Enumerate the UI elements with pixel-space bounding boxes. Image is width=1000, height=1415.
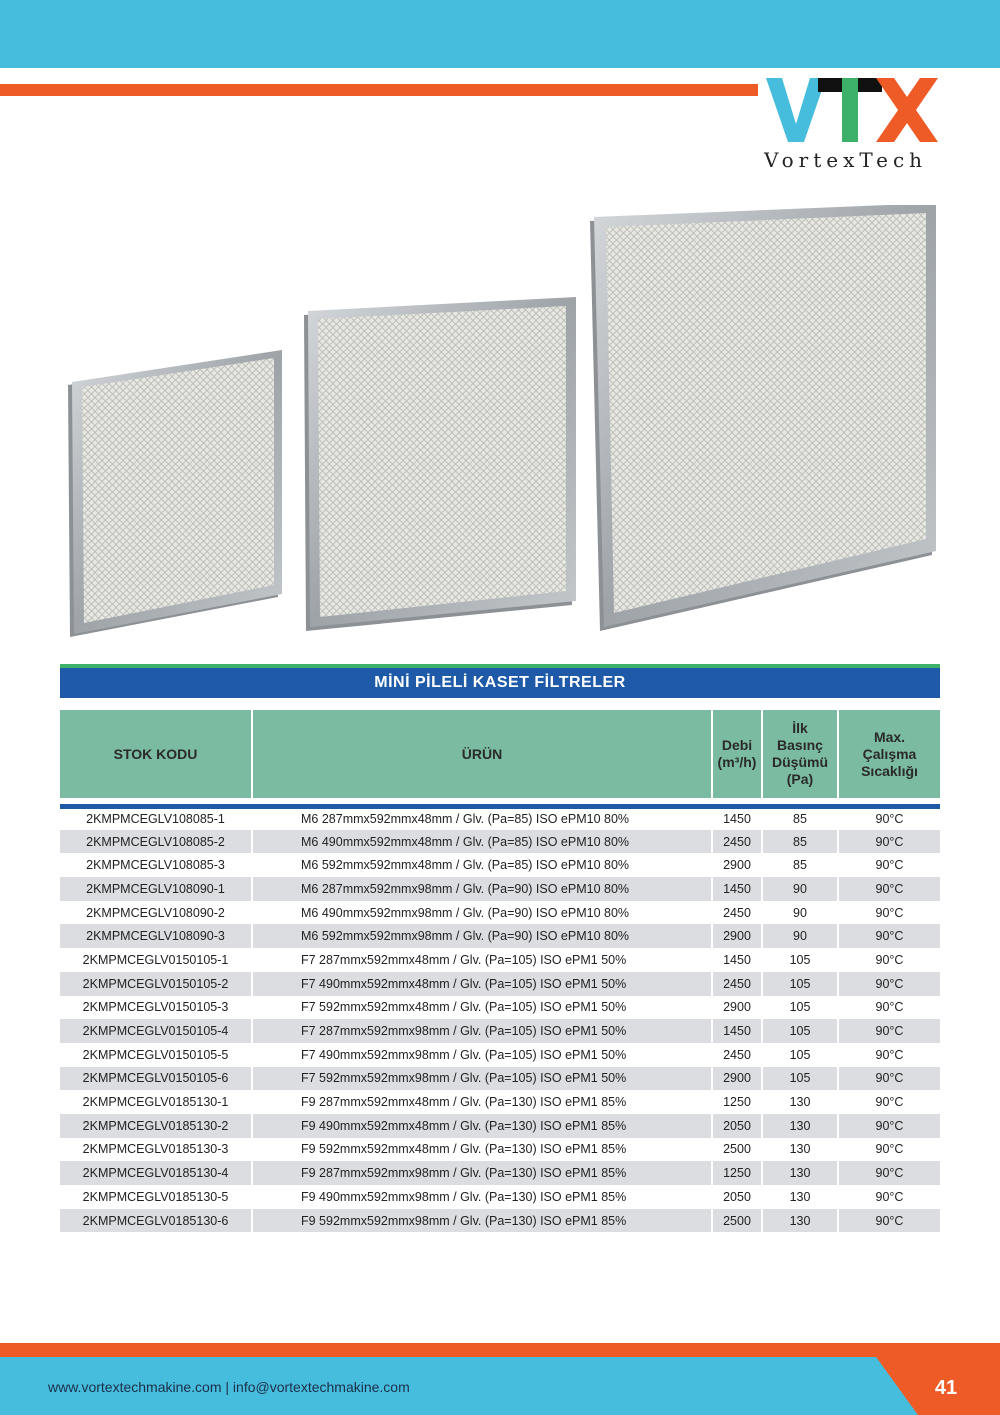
cell-temperature: 90°C xyxy=(838,806,940,830)
cell-stock-code: 2KMPMCEGLV0185130-4 xyxy=(60,1161,252,1185)
cell-temperature: 90°C xyxy=(838,924,940,948)
table-row xyxy=(60,806,940,830)
cell-product: F9 287mmx592mmx48mm / Glv. (Pa=130) ISO ePM1 85% xyxy=(252,1090,712,1114)
table-header-row xyxy=(60,710,940,798)
bottom-orange-stripe xyxy=(0,1343,1000,1357)
cell-product: M6 287mmx592mmx48mm / Glv. (Pa=85) ISO ePM10 80% xyxy=(252,806,712,830)
cell-pressure: 90 xyxy=(762,901,838,925)
cell-temperature: 90°C xyxy=(838,901,940,925)
cell-stock-code: 2KMPMCEGLV0150105-4 xyxy=(60,1019,252,1043)
cell-flow: 2900 xyxy=(712,996,762,1020)
cell-flow: 2900 xyxy=(712,924,762,948)
cell-temperature: 90°C xyxy=(838,1019,940,1043)
cell-temperature: 90°C xyxy=(838,1114,940,1138)
page-number: 41 xyxy=(934,1377,958,1399)
header-pressure-line3: Düşümü xyxy=(772,754,828,770)
cell-product: M6 490mmx592mmx48mm / Glv. (Pa=85) ISO ePM10 80% xyxy=(252,830,712,854)
cell-product: F9 592mmx592mmx48mm / Glv. (Pa=130) ISO ePM1 85% xyxy=(252,1138,712,1162)
cell-stock-code: 2KMPMCEGLV0150105-2 xyxy=(60,972,252,996)
cell-temperature: 90°C xyxy=(838,830,940,854)
cell-product: F7 287mmx592mmx48mm / Glv. (Pa=105) ISO ePM1 50% xyxy=(252,948,712,972)
cell-temperature: 90°C xyxy=(838,948,940,972)
cell-product: M6 592mmx592mmx48mm / Glv. (Pa=85) ISO ePM10 80% xyxy=(252,853,712,877)
cell-stock-code: 2KMPMCEGLV108085-1 xyxy=(60,806,252,830)
table-row xyxy=(60,1161,940,1185)
table-row xyxy=(60,972,940,996)
header-temperature xyxy=(838,710,940,798)
header-temp-line2: Çalışma xyxy=(862,745,917,762)
table-row xyxy=(60,924,940,948)
header-temp-line3: Sıcaklığı xyxy=(861,762,918,779)
cell-flow: 2500 xyxy=(712,1138,762,1162)
cell-stock-code: 2KMPMCEGLV108085-2 xyxy=(60,830,252,854)
cell-temperature: 90°C xyxy=(838,877,940,901)
table-row xyxy=(60,1090,940,1114)
cell-flow: 1250 xyxy=(712,1161,762,1185)
header-pressure-line1: İlk xyxy=(792,720,808,736)
cell-pressure: 130 xyxy=(762,1161,838,1185)
cell-temperature: 90°C xyxy=(838,1185,940,1209)
header-pressure xyxy=(762,710,838,798)
cell-temperature: 90°C xyxy=(838,1138,940,1162)
cell-stock-code: 2KMPMCEGLV0185130-5 xyxy=(60,1185,252,1209)
cell-product: F7 592mmx592mmx98mm / Glv. (Pa=105) ISO ePM1 50% xyxy=(252,1067,712,1091)
filter-large xyxy=(590,205,936,631)
cell-flow: 1450 xyxy=(712,948,762,972)
cell-temperature: 90°C xyxy=(838,996,940,1020)
cell-flow: 2900 xyxy=(712,1067,762,1091)
cell-product: M6 287mmx592mmx98mm / Glv. (Pa=90) ISO ePM10 80% xyxy=(252,877,712,901)
cell-stock-code: 2KMPMCEGLV108090-1 xyxy=(60,877,252,901)
filter-small xyxy=(68,350,282,637)
cell-pressure: 85 xyxy=(762,853,838,877)
header-flow-line2: (m³/h) xyxy=(717,754,757,770)
table-row xyxy=(60,1185,940,1209)
cell-product: F7 490mmx592mmx48mm / Glv. (Pa=105) ISO ePM1 50% xyxy=(252,972,712,996)
cell-pressure: 105 xyxy=(762,1067,838,1091)
cell-pressure: 105 xyxy=(762,1019,838,1043)
cell-stock-code: 2KMPMCEGLV108090-2 xyxy=(60,901,252,925)
cell-temperature: 90°C xyxy=(838,1067,940,1091)
cell-pressure: 130 xyxy=(762,1090,838,1114)
table-row xyxy=(60,1043,940,1067)
cell-product: F7 287mmx592mmx98mm / Glv. (Pa=105) ISO ePM1 50% xyxy=(252,1019,712,1043)
cell-temperature: 90°C xyxy=(838,1090,940,1114)
cell-pressure: 105 xyxy=(762,996,838,1020)
table-row xyxy=(60,901,940,925)
cell-stock-code: 2KMPMCEGLV0150105-1 xyxy=(60,948,252,972)
header-pressure-line4: (Pa) xyxy=(786,771,814,787)
table-row xyxy=(60,996,940,1020)
header-product: ÜRÜN xyxy=(252,710,712,798)
cell-stock-code: 2KMPMCEGLV0185130-2 xyxy=(60,1114,252,1138)
cell-pressure: 130 xyxy=(762,1185,838,1209)
table-row xyxy=(60,1067,940,1091)
cell-stock-code: 2KMPMCEGLV0185130-1 xyxy=(60,1090,252,1114)
cell-flow: 2450 xyxy=(712,1043,762,1067)
top-orange-stripe xyxy=(0,84,758,96)
table-row xyxy=(60,830,940,854)
cell-product: F9 287mmx592mmx98mm / Glv. (Pa=130) ISO ePM1 85% xyxy=(252,1161,712,1185)
cell-pressure: 105 xyxy=(762,972,838,996)
cell-flow: 2450 xyxy=(712,830,762,854)
cell-flow: 2450 xyxy=(712,901,762,925)
cell-stock-code: 2KMPMCEGLV0185130-6 xyxy=(60,1209,252,1233)
cell-temperature: 90°C xyxy=(838,1161,940,1185)
cell-stock-code: 2KMPMCEGLV0150105-6 xyxy=(60,1067,252,1091)
table-row xyxy=(60,1114,940,1138)
cell-stock-code: 2KMPMCEGLV108085-3 xyxy=(60,853,252,877)
cell-temperature: 90°C xyxy=(838,853,940,877)
cell-product: F9 592mmx592mmx98mm / Glv. (Pa=130) ISO ePM1 85% xyxy=(252,1209,712,1233)
cell-flow: 1450 xyxy=(712,806,762,830)
cell-temperature: 90°C xyxy=(838,972,940,996)
cell-product: M6 592mmx592mmx98mm / Glv. (Pa=90) ISO ePM10 80% xyxy=(252,924,712,948)
table-row xyxy=(60,1138,940,1162)
cell-pressure: 130 xyxy=(762,1209,838,1233)
cell-temperature: 90°C xyxy=(838,1043,940,1067)
filter-medium xyxy=(304,297,576,631)
cell-product: F7 592mmx592mmx48mm / Glv. (Pa=105) ISO ePM1 50% xyxy=(252,996,712,1020)
cell-stock-code: 2KMPMCEGLV0150105-3 xyxy=(60,996,252,1020)
top-cyan-band xyxy=(0,0,1000,68)
table-row xyxy=(60,877,940,901)
cell-flow: 2500 xyxy=(712,1209,762,1233)
footer-contact: www.vortextechmakine.com | info@vortextechmakine.com xyxy=(48,1379,410,1395)
header-pressure-line2: Basınç xyxy=(777,737,823,753)
cell-pressure: 90 xyxy=(762,877,838,901)
cell-flow: 1450 xyxy=(712,1019,762,1043)
brand-name: VortexTech xyxy=(764,148,928,172)
cell-pressure: 85 xyxy=(762,830,838,854)
cell-pressure: 130 xyxy=(762,1138,838,1162)
header-temp-line1: Max. xyxy=(873,728,906,745)
cell-pressure: 105 xyxy=(762,948,838,972)
table-row xyxy=(60,853,940,877)
cell-pressure: 90 xyxy=(762,924,838,948)
table-row xyxy=(60,1209,940,1233)
header-flow-line1: Debi xyxy=(721,737,753,753)
cell-stock-code: 2KMPMCEGLV108090-3 xyxy=(60,924,252,948)
product-table xyxy=(60,710,940,1232)
header-stock-code: STOK KODU xyxy=(60,710,252,798)
section-title: MİNİ PİLELİ KASET FİLTRELER xyxy=(60,668,940,698)
cell-flow: 2450 xyxy=(712,972,762,996)
cell-pressure: 105 xyxy=(762,1043,838,1067)
cell-flow: 1450 xyxy=(712,877,762,901)
table-row xyxy=(60,948,940,972)
cell-pressure: 130 xyxy=(762,1114,838,1138)
cell-product: M6 490mmx592mmx98mm / Glv. (Pa=90) ISO ePM10 80% xyxy=(252,901,712,925)
cell-stock-code: 2KMPMCEGLV0185130-3 xyxy=(60,1138,252,1162)
cell-product: F7 490mmx592mmx98mm / Glv. (Pa=105) ISO ePM1 50% xyxy=(252,1043,712,1067)
cell-flow: 2050 xyxy=(712,1114,762,1138)
cell-flow: 2050 xyxy=(712,1185,762,1209)
cell-flow: 1250 xyxy=(712,1090,762,1114)
cell-flow: 2900 xyxy=(712,853,762,877)
cell-temperature: 90°C xyxy=(838,1209,940,1233)
filter-products-image xyxy=(60,205,940,645)
cell-pressure: 85 xyxy=(762,806,838,830)
header-separator xyxy=(60,798,940,806)
cell-product: F9 490mmx592mmx48mm / Glv. (Pa=130) ISO ePM1 85% xyxy=(252,1114,712,1138)
cell-product: F9 490mmx592mmx98mm / Glv. (Pa=130) ISO ePM1 85% xyxy=(252,1185,712,1209)
cell-stock-code: 2KMPMCEGLV0150105-5 xyxy=(60,1043,252,1067)
header-flow xyxy=(712,710,762,798)
table-row xyxy=(60,1019,940,1043)
